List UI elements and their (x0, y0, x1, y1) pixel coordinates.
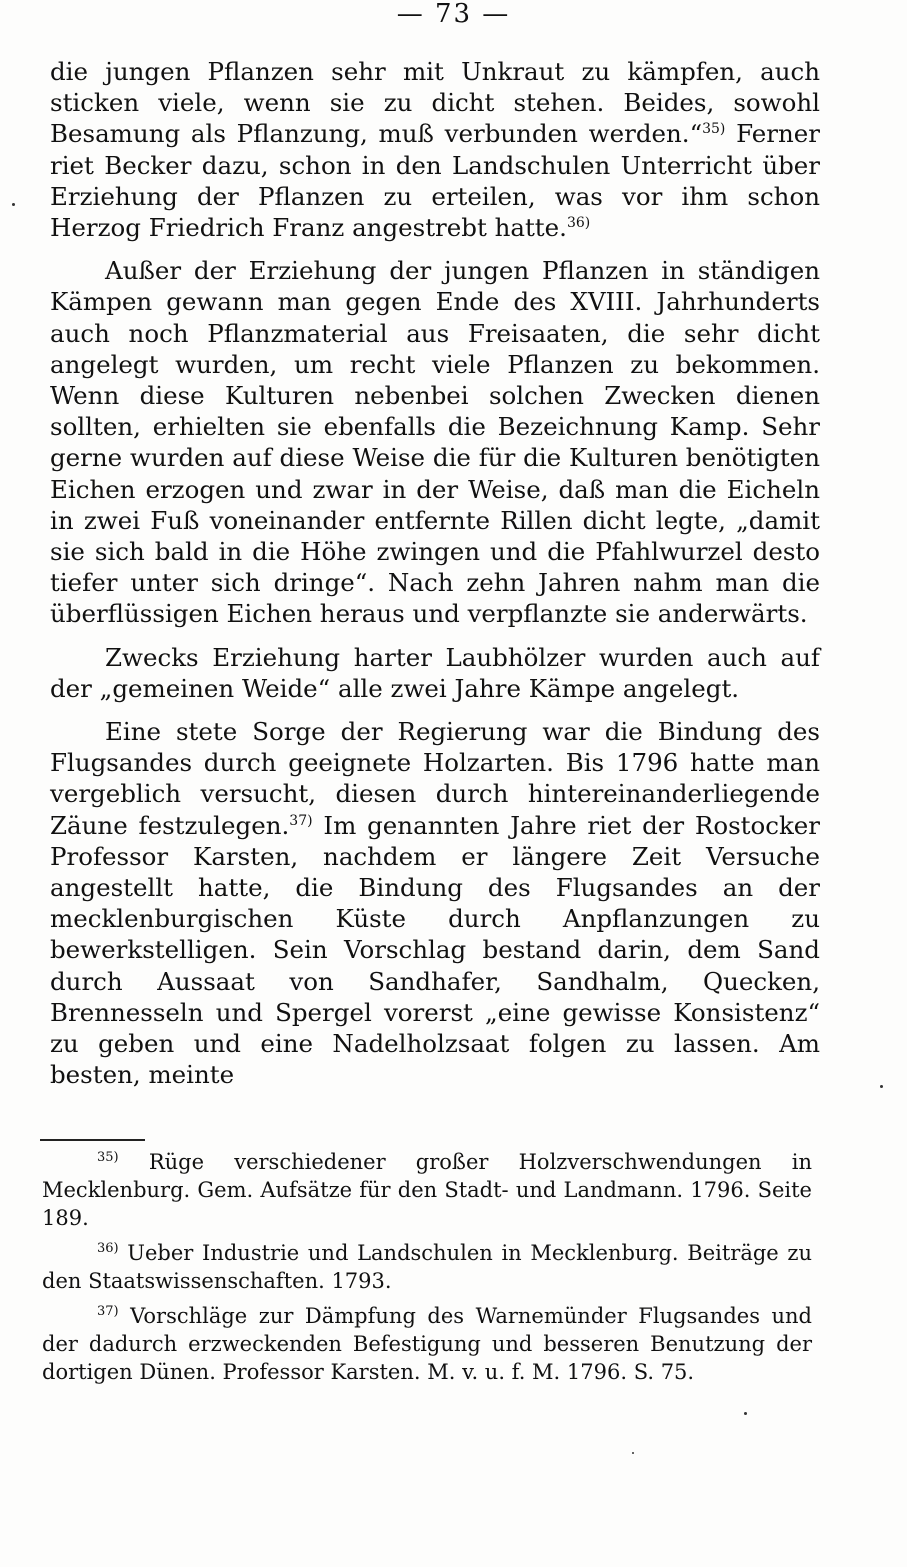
paragraph-3-text: Zwecks Erziehung harter Laubhölzer wurden auch auf der „gemeinen Weide“ alle zwei Jahre Kämpe angelegt. (50, 642, 820, 703)
body-text (50, 56, 820, 1103)
paragraph-1 (50, 56, 820, 243)
footnotes (42, 1148, 812, 1393)
footnote-text: Rüge verschiedener großer Holzverschwendungen in Mecklenburg. Gem. Aufsätze für den Stadt- und Landmann. 1796. Seite 189. (42, 1150, 812, 1230)
paragraph-2-text: Außer der Erziehung der jungen Pflanzen in ständigen Kämpen gewann man gegen Ende des XVIII. Jahrhunderts auch noch Pflanzmaterial aus Freisaaten, die sehr dicht angelegt wurden, um recht viele Pflanzen zu bekommen. Wenn diese Kulturen nebenbei solchen Zwecken dienen sollten, erhielten sie ebenfalls die Bezeichnung Kamp. Sehr gerne wurden auf diese Weise die für die Kulturen benötigten Eichen erzogen und zwar in der Weise, daß man die Eicheln in zwei Fuß voneinander entfernte Rillen dicht legte, „damit sie sich bald in die Höhe zwingen und die Pfahlwurzel desto tiefer unter sich dringe“. Nach zehn Jahren nahm man die überflüssigen Eichen heraus und verpflanzte sie anderwärts. (50, 256, 820, 629)
paper-speck (880, 1085, 883, 1088)
footnote-ref-37: 37) (289, 812, 313, 829)
footnote-text: Ueber Industrie und Landschulen in Mecklenburg. Beiträge zu den Staatswissenschaften. 1793. (42, 1241, 812, 1293)
footnote-number: 36) (97, 1241, 119, 1256)
footnote-36 (42, 1239, 812, 1295)
paragraph-4 (50, 716, 820, 1090)
paper-speck (632, 1452, 634, 1454)
paragraph-1-text-after: Ferner riet Becker dazu, schon in den Landschulen Unterricht über Erziehung der Pflanzen zu erteilen, was vor ihm schon Herzog Friedrich Franz angestrebt hatte. (50, 119, 820, 243)
paragraph-2 (50, 255, 820, 629)
paper-speck (12, 203, 15, 206)
paragraph-4-text-after: Im genannten Jahre riet der Rostocker Professor Karsten, nachdem er längere Zeit Versuche angestellt hatte, die Bindung des Flugsandes an der mecklenburgischen Küste durch Anpflanzungen zu bewerkstelligen. Sein Vorschlag bestand darin, dem Sand durch Aussaat von Sandhafer, Sandhalm, Quecken, Brennesseln und Spergel vorerst „eine gewisse Konsistenz“ zu geben und eine Nadelholzsaat folgen zu lassen. Am besten, meinte (50, 810, 821, 1090)
footnote-ref-35: 35) (702, 121, 726, 138)
footnote-ref-36: 36) (566, 214, 591, 231)
footnote-37 (42, 1302, 812, 1386)
paper-speck (744, 1412, 747, 1415)
footnote-number: 35) (97, 1150, 119, 1165)
paragraph-1-text: die jungen Pflanzen sehr mit Unkraut zu kämpfen, auch sticken viele, wenn sie zu dicht stehen. Beides, sowohl Besamung als Pflanzung, muß verbunden werden.“ (50, 57, 820, 149)
page-number: — 73 — (396, 0, 511, 29)
footnote-text: Vorschläge zur Dämpfung des Warnemünder Flugsandes und der dadurch erzweckenden Befestigung und besseren Benutzung der dortigen Dünen. Professor Karsten. M. v. u. f. M. 1796. S. 75. (42, 1304, 812, 1384)
paragraph-3 (50, 642, 820, 704)
footnote-35 (42, 1148, 812, 1232)
paragraph-4-text: Eine stete Sorge der Regierung war die Bindung des Flugsandes durch geeignete Holzarten. Bis 1796 hatte man vergeblich versucht, diesen durch hintereinanderliegende Zäune festzulegen. (50, 717, 820, 840)
footnote-number: 37) (97, 1304, 119, 1319)
footnote-divider (40, 1139, 145, 1141)
